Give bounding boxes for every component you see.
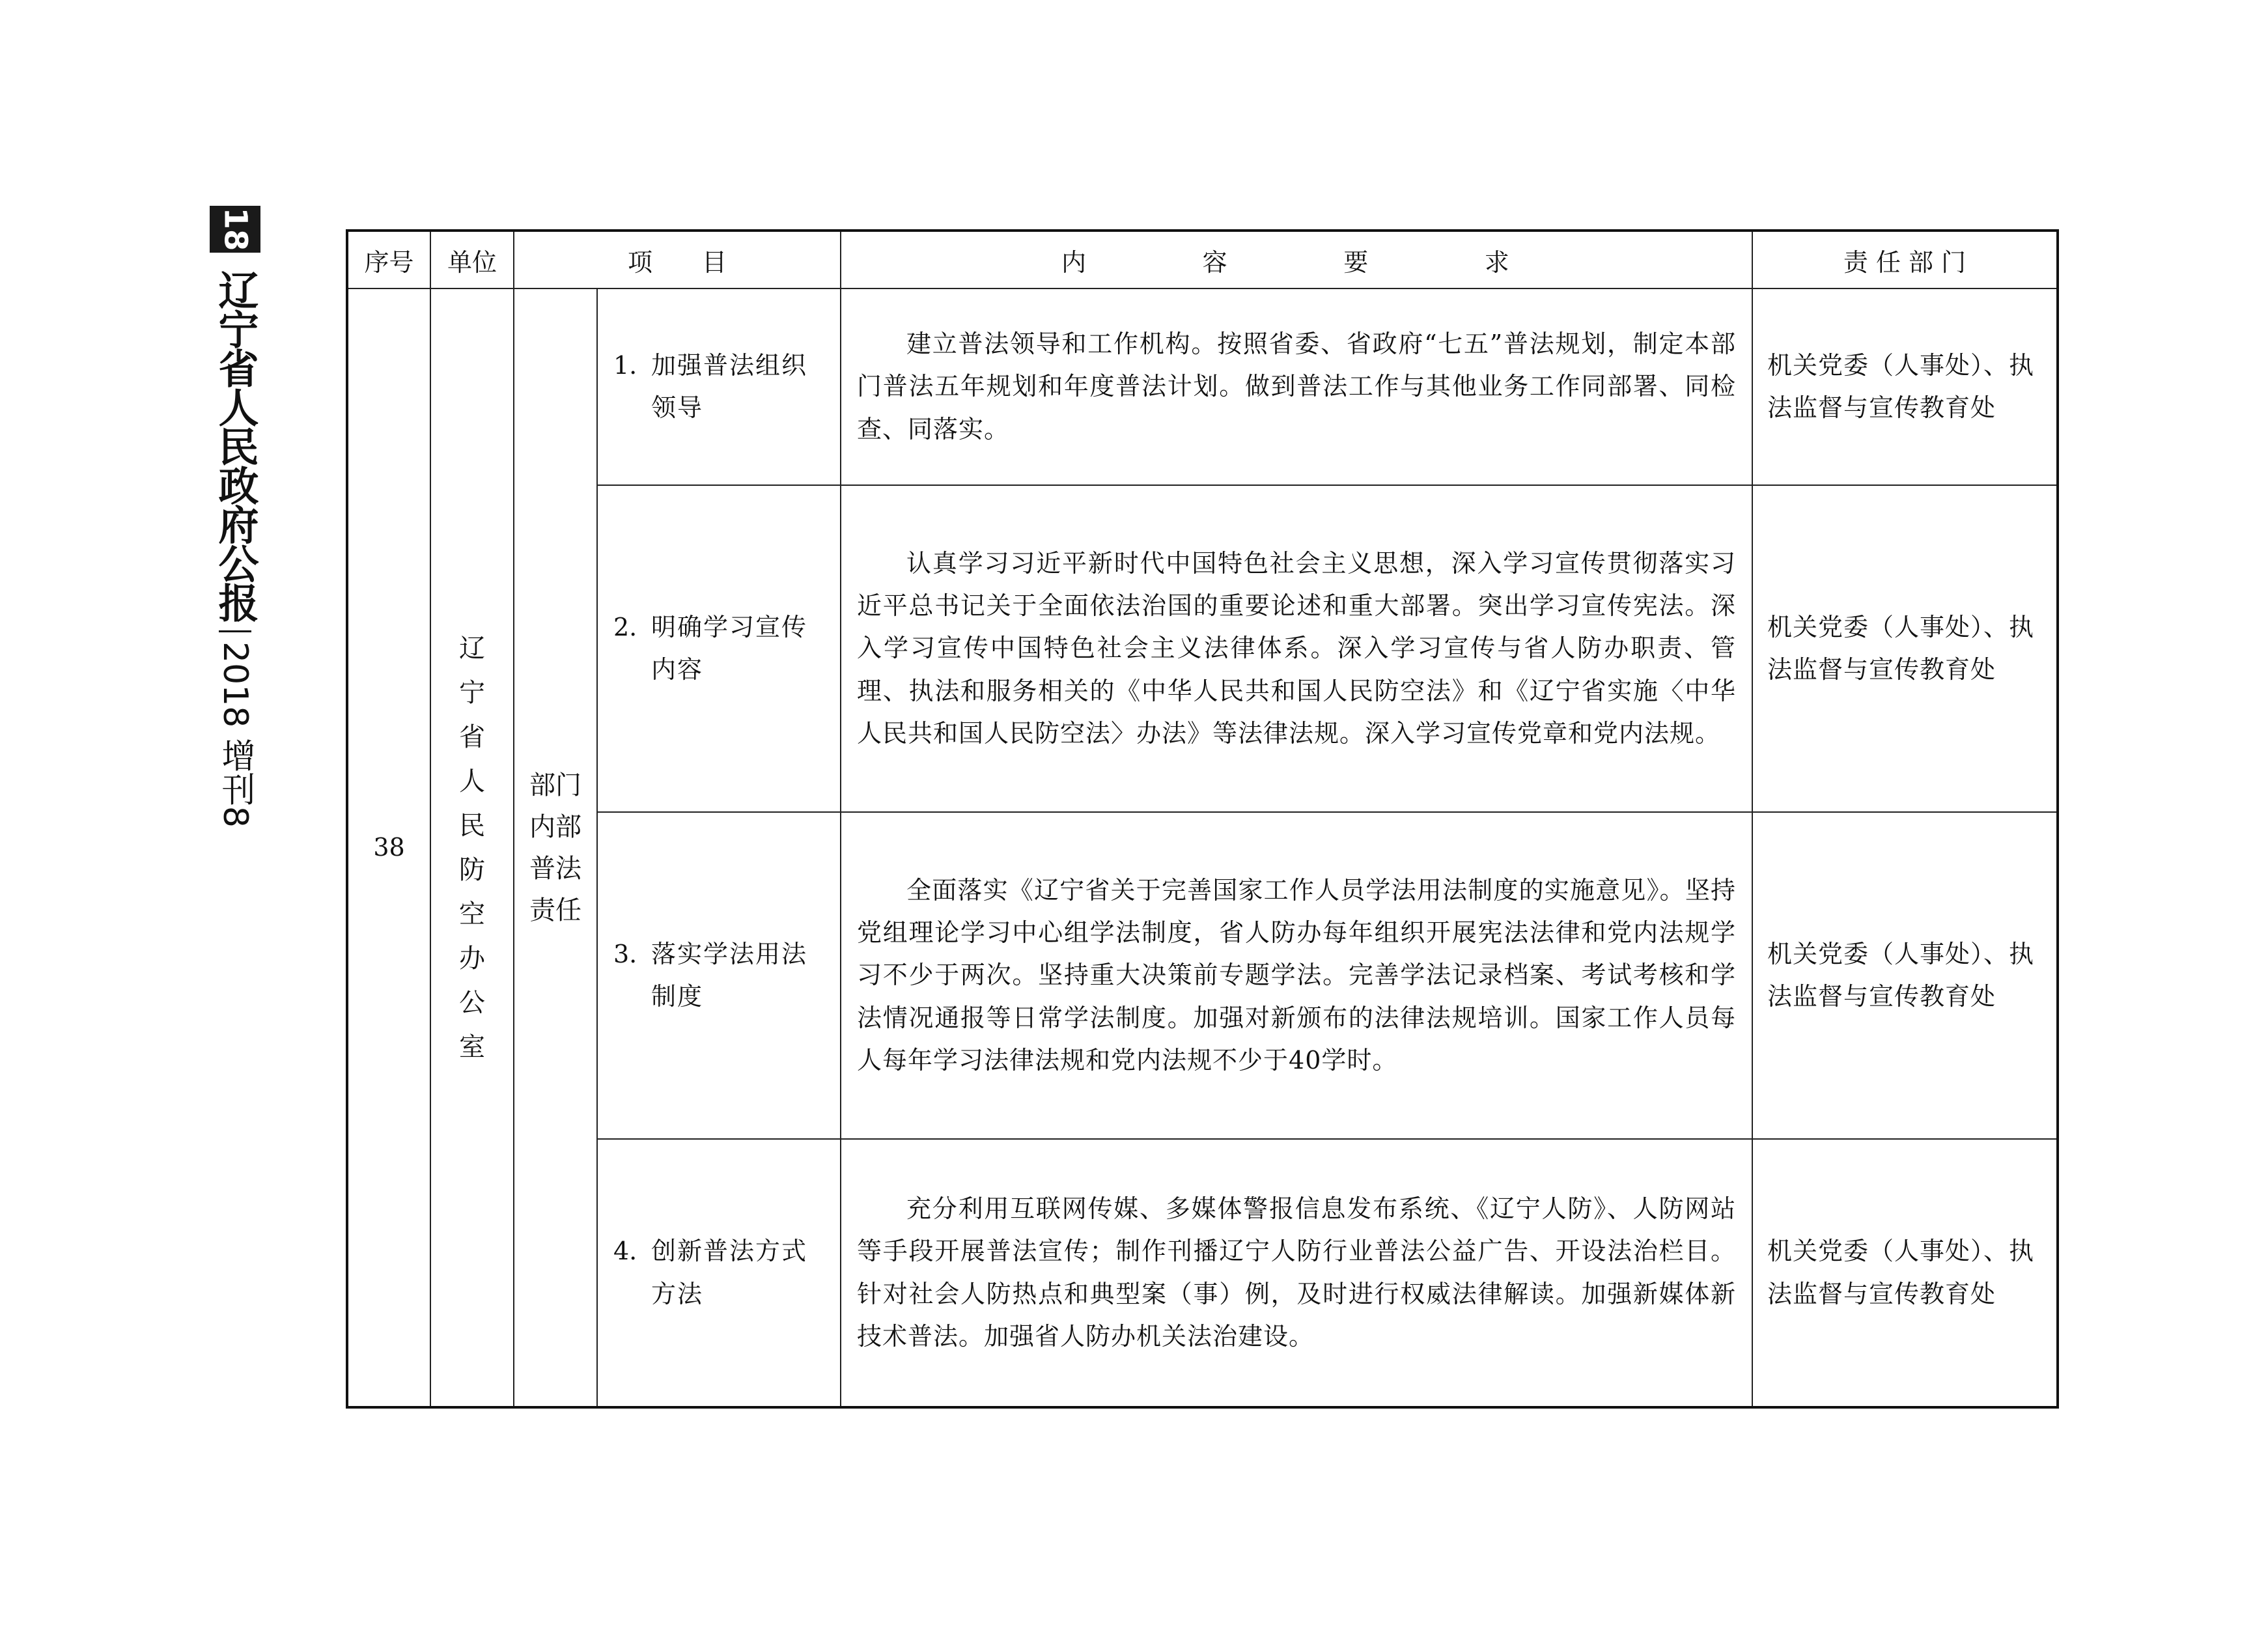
content-text: 充分利用互联网传媒、多媒体警报信息发布系统、《辽宁人防》、人防网站等手段开展普法宣传；制作刊播辽宁人防行业普法公益广告、开设法治栏目。针对社会人防热点和典型案（事）例，及时进行权威法律解读。加强新媒体新技术普法。加强省人防办机关法治建设。 <box>857 1194 1737 1351</box>
issue-label: 2018 增刊8 <box>216 641 255 828</box>
item-cell <box>597 1139 841 1407</box>
unit-cell <box>430 288 514 1407</box>
table-row <box>347 288 2058 485</box>
item-title: 加强普法组织领导 <box>651 350 808 422</box>
header-unit: 单位 <box>430 231 514 288</box>
header-seq: 序号 <box>347 231 430 288</box>
table-row <box>347 485 2058 812</box>
content-cell <box>841 288 1752 485</box>
header-content: 内 容 要 求 <box>841 231 1752 288</box>
content-cell <box>841 1139 1752 1407</box>
item-number: 3. <box>613 939 637 968</box>
item-title: 落实学法用法制度 <box>651 939 808 1011</box>
responsibility-table <box>346 229 2059 1409</box>
table-row <box>347 812 2058 1139</box>
content-cell <box>841 812 1752 1139</box>
item-number: 4. <box>613 1237 637 1266</box>
item-title: 创新普法方式方法 <box>651 1237 808 1308</box>
seq-cell: 38 <box>347 288 430 1407</box>
header-project: 项 目 <box>514 231 841 288</box>
dept-cell: 机关党委（人事处）、执法监督与宣传教育处 <box>1752 812 2058 1139</box>
table-row <box>347 1139 2058 1407</box>
content-cell <box>841 485 1752 812</box>
dept-cell: 机关党委（人事处）、执法监督与宣传教育处 <box>1752 1139 2058 1407</box>
item-number: 2. <box>613 612 637 641</box>
divider <box>219 630 251 632</box>
content-text: 建立普法领导和工作机构。按照省委、省政府“七五”普法规划，制定本部门普法五年规划和年度普法计划。做到普法工作与其他业务工作同部署、同检查、同落实。 <box>857 329 1737 443</box>
item-title: 明确学习宣传内容 <box>651 612 808 684</box>
item-cell <box>597 288 841 485</box>
header-row <box>347 231 2058 288</box>
page-number: 18 <box>216 207 253 251</box>
scope-cell: 部门内部普法责任 <box>514 288 597 1407</box>
unit-name: 辽宁省人民防空办公室 <box>459 633 485 1062</box>
journal-title: 辽宁省人民政府公报 <box>212 270 259 621</box>
item-number: 1. <box>613 350 637 380</box>
item-cell <box>597 485 841 812</box>
dept-cell: 机关党委（人事处）、执法监督与宣传教育处 <box>1752 288 2058 485</box>
header-dept: 责 任 部 门 <box>1752 231 2058 288</box>
page-number-box <box>210 206 260 253</box>
content-text: 全面落实《辽宁省关于完善国家工作人员学法用法制度的实施意见》。坚持党组理论学习中心组学法制度，省人防办每年组织开展宪法法律和党内法规学习不少于两次。坚持重大决策前专题学法。完善学法记录档案、考试考核和学法情况通报等日常学法制度。加强对新颁布的法律法规培训。国家工作人员每人每年学习法律法规和党内法规不少于40学时。 <box>857 875 1737 1075</box>
item-cell <box>597 812 841 1139</box>
page-sidebar <box>207 206 263 828</box>
dept-cell: 机关党委（人事处）、执法监督与宣传教育处 <box>1752 485 2058 812</box>
content-text: 认真学习习近平新时代中国特色社会主义思想，深入学习宣传贯彻落实习近平总书记关于全面依法治国的重要论述和重大部署。突出学习宣传宪法。深入学习宣传中国特色社会主义法律体系。深入学习宣传与省人防办职责、管理、执法和服务相关的《中华人民共和国人民防空法》和《辽宁省实施〈中华人民共和国人民防空法〉办法》等法律法规。深入学习宣传党章和党内法规。 <box>857 548 1737 748</box>
